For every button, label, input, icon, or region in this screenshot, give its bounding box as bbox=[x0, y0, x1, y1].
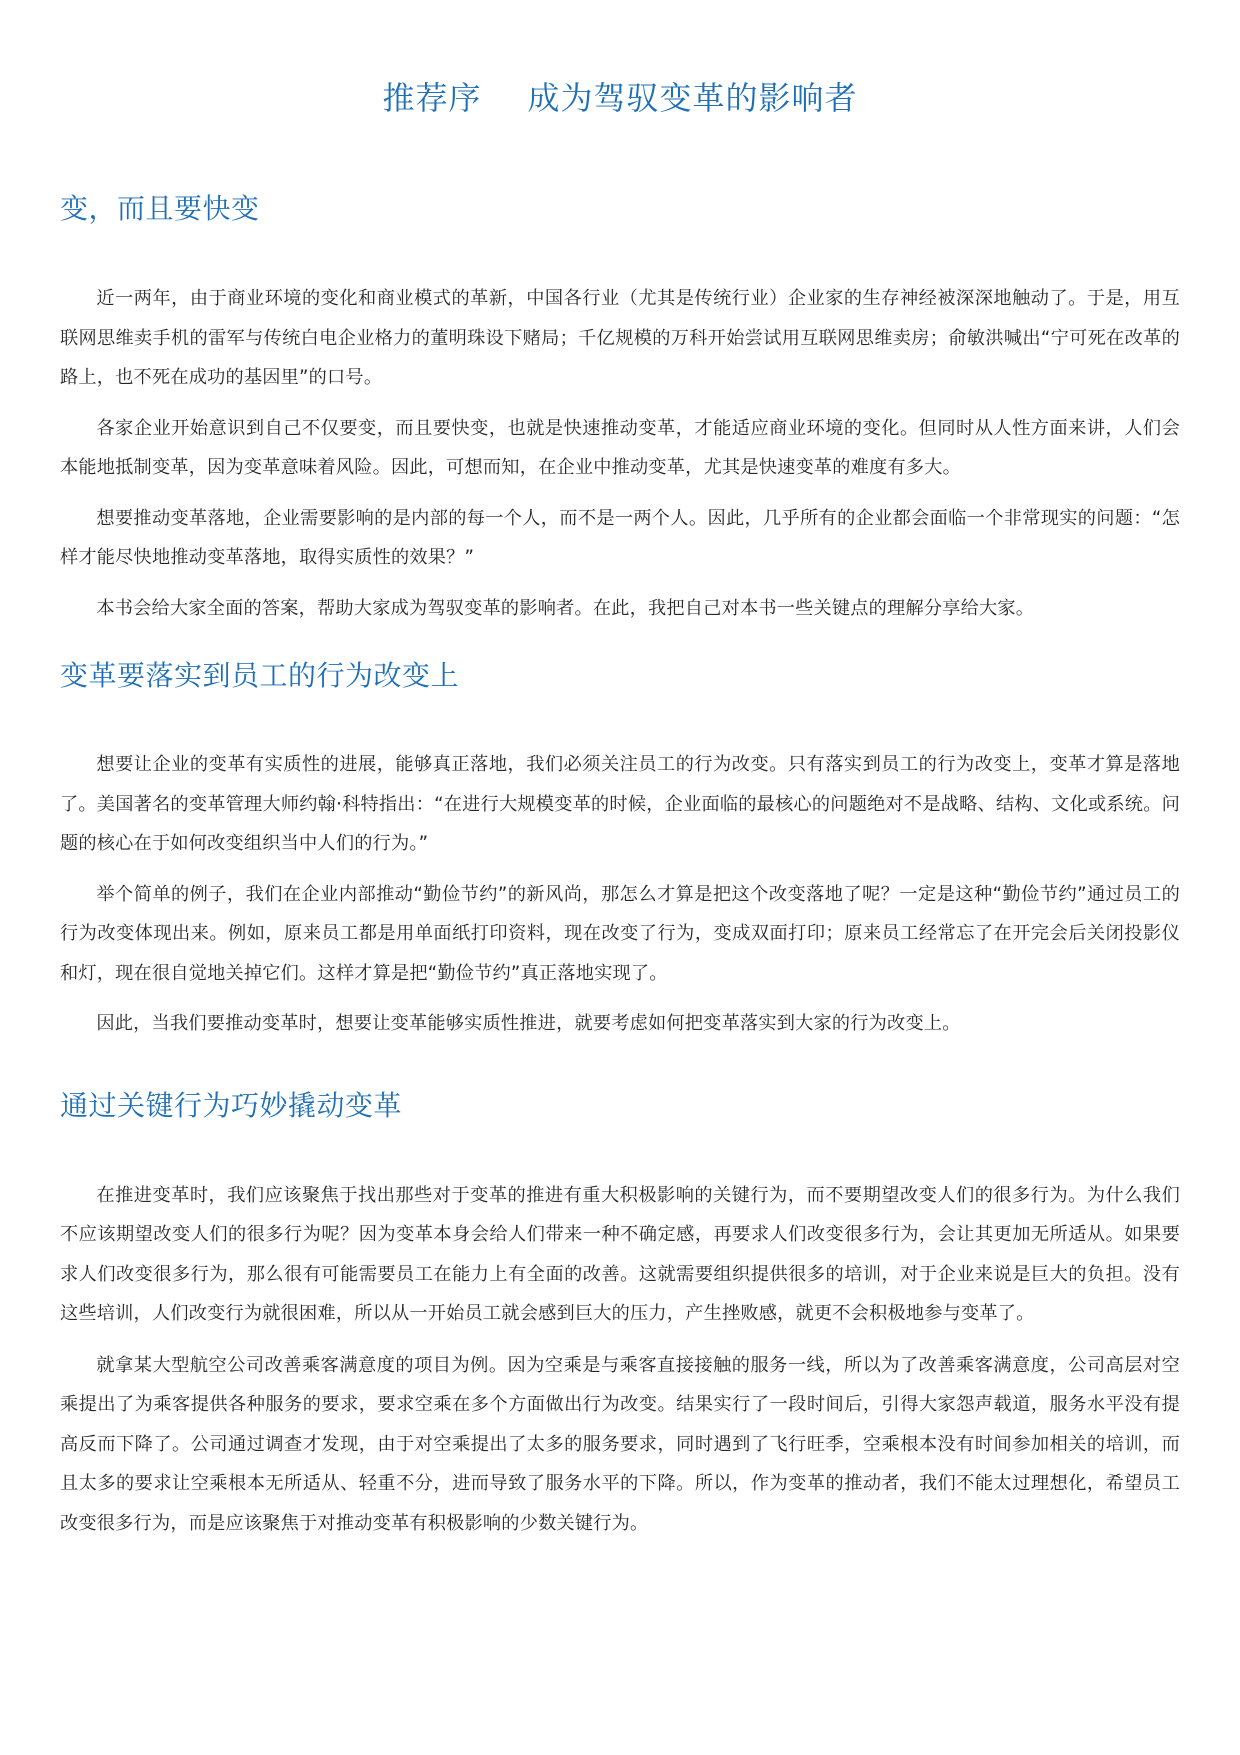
paragraph: 因此，当我们要推动变革时，想要让变革能够实质性推进，就要考虑如何把变革落实到大家的行为改变上。 bbox=[96, 1013, 961, 1034]
paragraph: 想要让企业的变革有实质性的进展，能够真正落地，我们必须关注员工的行为改变。只有落实到员工的行为改变上，变革才算是落地了。美国著名的变革管理大师约翰·科特指出：“在进行大规模变革的时候，企业面临的最核心的问题绝对不是战略、结构、文化或系统。问题的核心在于如何改变组织当中人们的行为。” bbox=[60, 754, 1180, 854]
section-2 bbox=[60, 654, 1180, 1044]
paragraph: 各家企业开始意识到自己不仅要变，而且要快变，也就是快速推动变革，才能适应商业环境的变化。但同时从人性方面来讲，人们会本能地抵制变革，因为变革意味着风险。因此，可想而知，在企业中推动变革，尤其是快速变革的难度有多大。 bbox=[60, 417, 1180, 478]
section-heading: 变，而且要快变 bbox=[60, 192, 260, 225]
section-1 bbox=[60, 187, 1180, 628]
section-heading: 通过关键行为巧妙撬动变革 bbox=[60, 1088, 403, 1122]
section-heading: 变革要落实到员工的行为改变上 bbox=[60, 659, 460, 692]
paragraph: 就拿某大型航空公司改善乘客满意度的项目为例。因为空乘是与乘客直接接触的服务一线，所以为了改善乘客满意度，公司高层对空乘提出了为乘客提供各种服务的要求，要求空乘在多个方面做出行为改变。结果实行了一段时间后，引得大家怨声载道，服务水平没有提高反而下降了。公司通过调查才发现，由于对空乘提出了太多的服务要求，同时遇到了飞行旺季，空乘根本没有时间参加相关的培训，而且太多的要求让空乘根本无所适从、轻重不分，进而导致了服务水平的下降。所以，作为变革的推动者，我们不能太过理想化，希望员工改变很多行为，而是应该聚焦于对推动变革有积极影响的少数关键行为。 bbox=[60, 1354, 1180, 1534]
section-3 bbox=[60, 1084, 1180, 1544]
title-part-2: 成为驾驭变革的影响者 bbox=[527, 79, 858, 117]
paragraph: 想要推动变革落地，企业需要影响的是内部的每一个人，而不是一两个人。因此，几乎所有的企业都会面临一个非常现实的问题：“怎样才能尽快地推动变革落地，取得实质性的效果？” bbox=[60, 507, 1180, 568]
page-title bbox=[60, 70, 1180, 126]
paragraph: 近一两年，由于商业环境的变化和商业模式的革新，中国各行业（尤其是传统行业）企业家的生存神经被深深地触动了。于是，用互联网思维卖手机的雷军与传统白电企业格力的董明珠设下赌局；千亿规模的万科开始尝试用互联网思维卖房；俞敏洪喊出“宁可死在改革的路上，也不死在成功的基因里”的口号。 bbox=[60, 288, 1180, 388]
paragraph: 在推进变革时，我们应该聚焦于找出那些对于变革的推进有重大积极影响的关键行为，而不要期望改变人们的很多行为。为什么我们不应该期望改变人们的很多行为呢？因为变革本身会给人们带来一种不确定感，再要求人们改变很多行为，会让其更加无所适从。如果要求人们改变很多行为，那么很有可能需要员工在能力上有全面的改善。这就需要组织提供很多的培训，对于企业来说是巨大的负担。没有这些培训，人们改变行为就很困难，所以从一开始员工就会感到巨大的压力，产生挫败感，就更不会积极地参与变革了。 bbox=[60, 1184, 1180, 1324]
paragraph: 本书会给大家全面的答案，帮助大家成为驾驭变革的影响者。在此，我把自己对本书一些关键点的理解分享给大家。 bbox=[96, 597, 1035, 619]
title-part-1: 推荐序 bbox=[382, 79, 482, 117]
paragraph: 举个简单的例子，我们在企业内部推动“勤俭节约”的新风尚，那怎么才算是把这个改变落地了呢？一定是这种“勤俭节约”通过员工的行为改变体现出来。例如，原来员工都是用单面纸打印资料，现在改变了行为，变成双面打印；原来员工经常忘了在开完会后关闭投影仪和灯，现在很自觉地关掉它们。这样才算是把“勤俭节约”真正落地实现了。 bbox=[60, 883, 1180, 984]
